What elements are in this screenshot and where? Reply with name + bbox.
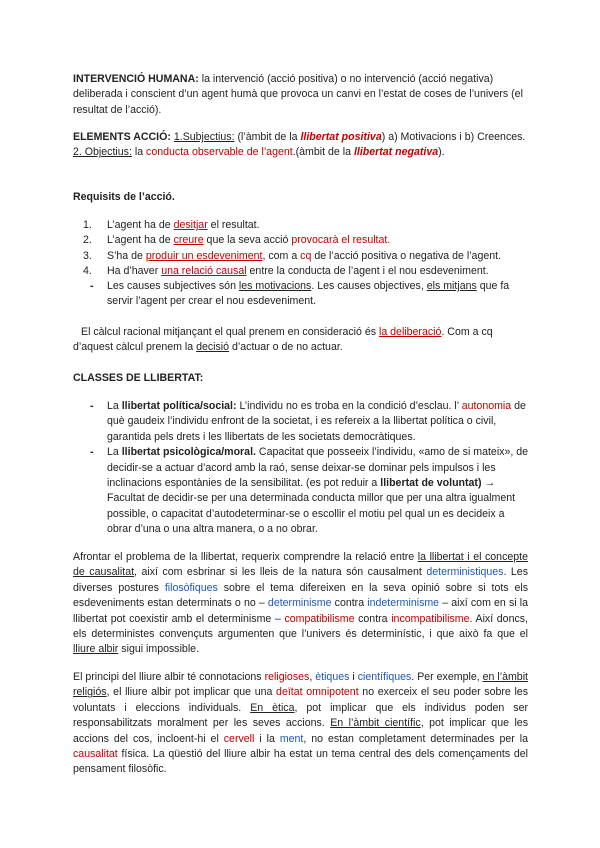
blue-term: filosòfiques xyxy=(164,581,218,594)
list-item xyxy=(75,399,530,445)
item-red: cq xyxy=(300,249,312,262)
item-underlined: els mitjans xyxy=(426,280,477,292)
red-term: deïtat omnipotent xyxy=(276,686,359,699)
text: . Per exemple, xyxy=(411,671,483,683)
text: contra xyxy=(331,597,368,610)
item-text: Les causes subjectives són xyxy=(107,280,239,292)
llibertat-positiva: llibertat positiva xyxy=(300,131,382,143)
underlined: En ètica xyxy=(250,701,295,714)
text: . Les diverses postures xyxy=(73,566,528,594)
item-key: una relació causal xyxy=(161,265,247,278)
classes-title: CLASSES DE LLIBERTAT: xyxy=(73,372,204,384)
requisits-title: Requisits de l’acció. xyxy=(73,191,175,203)
llibertat-voluntat: llibertat de voluntat) xyxy=(380,477,482,490)
item-text: Ha d’haver xyxy=(107,265,162,278)
llibertat-negativa: llibertat negativa xyxy=(353,146,439,159)
list-item xyxy=(75,279,530,310)
causes-list xyxy=(75,279,530,310)
item-red: provocarà el resultat. xyxy=(291,234,391,247)
text: i xyxy=(349,671,358,683)
text: Afrontar el problema de la llibertat, requerix comprendre la relació entre xyxy=(73,551,418,563)
list-item xyxy=(75,264,530,279)
item-text: S’ha de xyxy=(107,249,146,262)
autonomia: autonomia xyxy=(461,400,512,412)
objectius-pre: la xyxy=(131,146,147,159)
blue-term: deterministiques xyxy=(426,566,504,579)
item-text: L’individu no es troba en la condició d’esclau. l’ xyxy=(236,400,462,412)
subjectius-pre: (l’àmbit de la xyxy=(234,131,301,143)
red-term: causalitat xyxy=(73,748,118,761)
calcul-text: El càlcul racional mitjançant el qual prenem en consideració és xyxy=(81,326,379,338)
requisits-list xyxy=(75,218,530,280)
text: , així com esbrinar si les lleis de la natura són causalment xyxy=(134,566,427,579)
text: , pot implicar que els individus poden ser responsabilitzats moralment per les seves accions. xyxy=(73,701,528,730)
conducta-observable: conducta observable de l’agent xyxy=(146,146,293,159)
item-text: L’agent ha de xyxy=(107,219,174,231)
intervencio-text: la intervenció (acció positiva) o no intervenció (acció negativa) deliberada i conscient d’un agent humà que provoca un canvi en l’estat de coses de l’univers (el resultat de l’acció). xyxy=(73,73,523,116)
item-text: Capacitat que posseeix l’individu, «amo de si mateix», de decidir-se a actuar d’acord amb la raó, sense deixar-se dominar pels impulsos i les inclinacions espontànies de la sensibilitat. (es pot reduir a xyxy=(107,446,529,490)
red-term: religioses xyxy=(264,671,310,683)
item-text: La xyxy=(107,446,122,459)
text: El principi del lliure albir té connotacions xyxy=(73,671,265,683)
afrontar-paragraph xyxy=(73,550,528,658)
text: no exerceix el seu poder sobre les voluntats i eleccions individuals. xyxy=(73,686,528,714)
text: física. La qüestió del lliure albir ha estat un tema central des dels començaments del pensament filosòfic. xyxy=(73,748,528,776)
item-key: creure xyxy=(173,234,204,247)
text: sobre el tema difereixen en la seva opinió sobre si tots els esdeveniments estan determinats o no – xyxy=(73,581,528,610)
text: – així com en si la llibertat pot coexistir amb el determinisme – xyxy=(73,597,528,625)
text: , el lliure albir pot implicar que una xyxy=(106,686,277,699)
blue-term: científiques xyxy=(357,671,412,683)
item-text: entre la conducta de l’agent i el nou esdeveniment. xyxy=(246,265,489,278)
objectius-post: ). xyxy=(438,146,445,159)
item-text: que fa servir l’agent per crear el nou esdeveniment. xyxy=(107,280,510,308)
item-number: 1. xyxy=(83,219,92,231)
underlined: en l’àmbit religiós xyxy=(73,671,528,699)
underlined: la llibertat i el concepte de causalitat xyxy=(73,551,528,579)
dash-bullet: - xyxy=(90,280,94,292)
list-item xyxy=(75,233,530,248)
item-text: L’agent ha de xyxy=(107,234,174,247)
red-term: cervell xyxy=(223,732,255,745)
underlined: En l’àmbit científic xyxy=(330,717,421,730)
red-term: compatibilisme xyxy=(284,612,355,625)
item-key: produir un esdeveniment xyxy=(145,249,263,262)
text: i la xyxy=(254,732,280,745)
item-number: 3. xyxy=(83,249,92,262)
list-item xyxy=(75,249,530,264)
politica-term: llibertat política/social: xyxy=(121,400,237,412)
item-text: La xyxy=(107,400,122,412)
underlined: lliure albir xyxy=(73,643,119,656)
intervencio-term: INTERVENCIÓ HUMANA: xyxy=(73,73,199,85)
list-item xyxy=(75,445,530,537)
text: . Així doncs, els deterministes convençuts argumenten que l’univers és determinístic, i que això fa que el xyxy=(73,612,528,641)
text: , xyxy=(309,671,316,683)
item-number: 2. xyxy=(83,234,92,247)
item-text: → Facultat de decidir-se per una determinada conducta millor que per una altra igualment possible, o capacitat d’autodeterminar-se o escollir el motiu pel qual un es decideix a obrar d’una o una altra manera, o a no obrar. xyxy=(107,477,516,536)
classes-list xyxy=(75,399,530,538)
principi-paragraph xyxy=(73,670,528,778)
decisio: decisió xyxy=(196,341,230,354)
elements-paragraph xyxy=(73,130,528,161)
item-text: de l’acció positiva o negativa de l’agent. xyxy=(311,249,502,262)
item-text: . Les causes objectives, xyxy=(311,280,427,292)
calcul-text: d’actuar o de no actuar. xyxy=(229,341,343,354)
subjectius-post: ) a) Motivacions i b) Creences. xyxy=(381,131,526,143)
red-term: incompatibilisme xyxy=(391,612,470,625)
item-key: desitjar xyxy=(173,219,208,231)
text: , no estan completament determinades per la xyxy=(303,732,528,745)
intervencio-paragraph xyxy=(73,72,528,118)
blue-term: determinisme xyxy=(267,597,332,610)
list-item xyxy=(75,218,530,233)
calcul-paragraph xyxy=(73,325,528,356)
dash-bullet: - xyxy=(90,446,94,459)
elements-term: ELEMENTS ACCIÓ: xyxy=(73,131,171,143)
deliberacio: la deliberació xyxy=(378,326,442,338)
item-text: de què gaudeix l’individu enfront de la societat, i es refereix a la llibertat política o civil, garantida pels drets i les llibertats de les societats democràtiques. xyxy=(107,400,526,443)
item-underlined: les motivacions xyxy=(238,280,312,292)
item-text: el resultat. xyxy=(207,219,260,231)
item-text: , com a xyxy=(262,249,301,262)
dash-bullet: - xyxy=(90,400,94,412)
text: contra xyxy=(354,612,392,625)
calcul-text: . Com a cq d’aquest càlcul prenem la xyxy=(73,326,493,354)
objectius-label: 2. Objectius: xyxy=(73,146,132,159)
blue-term: ment xyxy=(279,732,304,745)
subjectius-label: 1.Subjectius: xyxy=(173,131,235,143)
objectius-mid: .(àmbit de la xyxy=(292,146,354,159)
psicologica-term: llibertat psicològica/moral. xyxy=(121,446,256,459)
item-number: 4. xyxy=(83,265,92,278)
text: , pot implicar que les accions del cos, incloent-hi el xyxy=(73,717,528,745)
blue-term: ètiques xyxy=(315,671,350,683)
text: sigui impossible. xyxy=(118,643,200,656)
blue-term: indeterminisme xyxy=(367,597,440,610)
item-text: que la seva acció xyxy=(203,234,292,247)
